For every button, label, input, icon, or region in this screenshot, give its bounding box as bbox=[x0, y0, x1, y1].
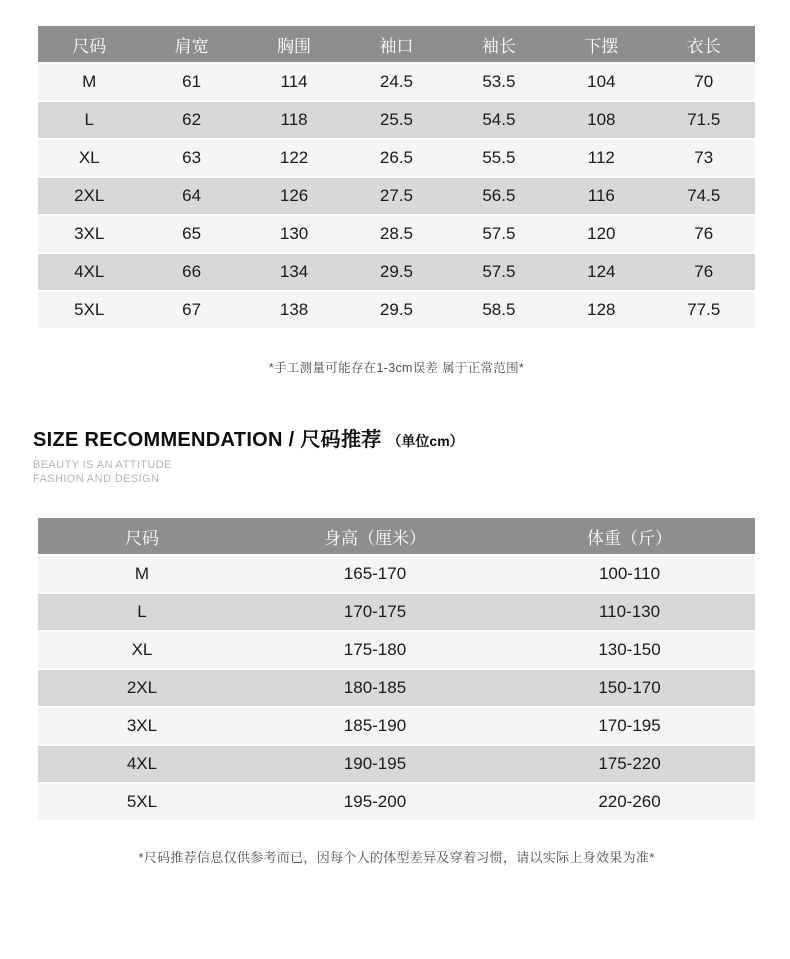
table-row bbox=[38, 64, 755, 100]
table-cell: 56.5 bbox=[448, 178, 550, 214]
table-cell: 28.5 bbox=[345, 216, 447, 252]
table-cell: 55.5 bbox=[448, 140, 550, 176]
table-cell: 3XL bbox=[38, 708, 246, 744]
table-cell: 29.5 bbox=[345, 254, 447, 290]
measurement-table bbox=[38, 24, 755, 330]
section-title bbox=[33, 428, 755, 453]
table-row bbox=[38, 292, 755, 328]
column-header: 体重（斤） bbox=[504, 518, 755, 554]
column-header: 肩宽 bbox=[140, 26, 242, 62]
column-header: 尺码 bbox=[38, 26, 140, 62]
table-cell: 108 bbox=[550, 102, 652, 138]
table-cell: 114 bbox=[243, 64, 345, 100]
table-cell: 57.5 bbox=[448, 216, 550, 252]
table-header-row bbox=[38, 518, 755, 554]
table-cell: 190-195 bbox=[246, 746, 504, 782]
table-cell: 5XL bbox=[38, 784, 246, 820]
table-cell: 3XL bbox=[38, 216, 140, 252]
table-cell: 120 bbox=[550, 216, 652, 252]
table-cell: 112 bbox=[550, 140, 652, 176]
table-row bbox=[38, 784, 755, 820]
table-cell: 165-170 bbox=[246, 556, 504, 592]
table-row bbox=[38, 254, 755, 290]
table-row bbox=[38, 140, 755, 176]
table-row bbox=[38, 556, 755, 592]
table-cell: 175-180 bbox=[246, 632, 504, 668]
table-cell: 64 bbox=[140, 178, 242, 214]
table-row bbox=[38, 632, 755, 668]
table-cell: 57.5 bbox=[448, 254, 550, 290]
table-cell: 100-110 bbox=[504, 556, 755, 592]
table-row bbox=[38, 746, 755, 782]
table-row bbox=[38, 178, 755, 214]
table-cell: 70 bbox=[653, 64, 755, 100]
table-cell: 4XL bbox=[38, 254, 140, 290]
table-cell: 128 bbox=[550, 292, 652, 328]
section-subtitle-line1: BEAUTY IS AN ATTITUDE bbox=[33, 459, 172, 471]
column-header: 袖长 bbox=[448, 26, 550, 62]
table-cell: 54.5 bbox=[448, 102, 550, 138]
table-cell: 134 bbox=[243, 254, 345, 290]
table-cell: 61 bbox=[140, 64, 242, 100]
table-cell: 25.5 bbox=[345, 102, 447, 138]
table-cell: 220-260 bbox=[504, 784, 755, 820]
table-cell: 66 bbox=[140, 254, 242, 290]
table-cell: 180-185 bbox=[246, 670, 504, 706]
table-cell: 2XL bbox=[38, 670, 246, 706]
table-cell: 53.5 bbox=[448, 64, 550, 100]
column-header: 衣长 bbox=[653, 26, 755, 62]
table-cell: 76 bbox=[653, 216, 755, 252]
recommendation-note: *尺码推荐信息仅供参考而已，因每个人的体型差异及穿着习惯，请以实际上身效果为准* bbox=[138, 850, 655, 865]
table-cell: 126 bbox=[243, 178, 345, 214]
size-recommendation-heading bbox=[33, 428, 755, 486]
table-cell: 24.5 bbox=[345, 64, 447, 100]
table-row bbox=[38, 708, 755, 744]
table-cell: 122 bbox=[243, 140, 345, 176]
section-title-main: SIZE RECOMMENDATION / 尺码推荐 bbox=[33, 429, 382, 451]
column-header: 身高（厘米） bbox=[246, 518, 504, 554]
table-cell: 26.5 bbox=[345, 140, 447, 176]
table-row bbox=[38, 670, 755, 706]
section-subtitle-line2: FASHION AND DESIGN bbox=[33, 473, 160, 485]
table-cell: 58.5 bbox=[448, 292, 550, 328]
table-cell: 195-200 bbox=[246, 784, 504, 820]
table-cell: 65 bbox=[140, 216, 242, 252]
table-cell: M bbox=[38, 556, 246, 592]
recommendation-table-wrap bbox=[38, 516, 755, 822]
table-cell: 150-170 bbox=[504, 670, 755, 706]
table-cell: 5XL bbox=[38, 292, 140, 328]
table-cell: 74.5 bbox=[653, 178, 755, 214]
table-row bbox=[38, 216, 755, 252]
table-cell: XL bbox=[38, 632, 246, 668]
column-header: 胸围 bbox=[243, 26, 345, 62]
column-header: 袖口 bbox=[345, 26, 447, 62]
section-title-unit: （单位cm） bbox=[387, 433, 464, 449]
table-cell: 71.5 bbox=[653, 102, 755, 138]
table-cell: 138 bbox=[243, 292, 345, 328]
table-header-row bbox=[38, 26, 755, 62]
table-cell: 185-190 bbox=[246, 708, 504, 744]
table-cell: 130-150 bbox=[504, 632, 755, 668]
section-subtitle bbox=[33, 458, 755, 486]
table-cell: 170-175 bbox=[246, 594, 504, 630]
table-cell: 124 bbox=[550, 254, 652, 290]
table-cell: 67 bbox=[140, 292, 242, 328]
table-cell: L bbox=[38, 594, 246, 630]
measurement-note: *手工测量可能存在1-3cm误差 属于正常范围* bbox=[268, 361, 525, 375]
table-cell: M bbox=[38, 64, 140, 100]
table-cell: 27.5 bbox=[345, 178, 447, 214]
table-cell: L bbox=[38, 102, 140, 138]
table-cell: 29.5 bbox=[345, 292, 447, 328]
table-row bbox=[38, 594, 755, 630]
table-cell: 170-195 bbox=[504, 708, 755, 744]
table-cell: 2XL bbox=[38, 178, 140, 214]
column-header: 尺码 bbox=[38, 518, 246, 554]
table-cell: XL bbox=[38, 140, 140, 176]
table-cell: 104 bbox=[550, 64, 652, 100]
table-cell: 130 bbox=[243, 216, 345, 252]
table-cell: 62 bbox=[140, 102, 242, 138]
table-cell: 77.5 bbox=[653, 292, 755, 328]
table-cell: 116 bbox=[550, 178, 652, 214]
table-cell: 110-130 bbox=[504, 594, 755, 630]
table-cell: 63 bbox=[140, 140, 242, 176]
table-cell: 4XL bbox=[38, 746, 246, 782]
table-row bbox=[38, 102, 755, 138]
table-cell: 175-220 bbox=[504, 746, 755, 782]
table-cell: 76 bbox=[653, 254, 755, 290]
recommendation-table bbox=[38, 516, 755, 822]
column-header: 下摆 bbox=[550, 26, 652, 62]
table-cell: 118 bbox=[243, 102, 345, 138]
table-cell: 73 bbox=[653, 140, 755, 176]
